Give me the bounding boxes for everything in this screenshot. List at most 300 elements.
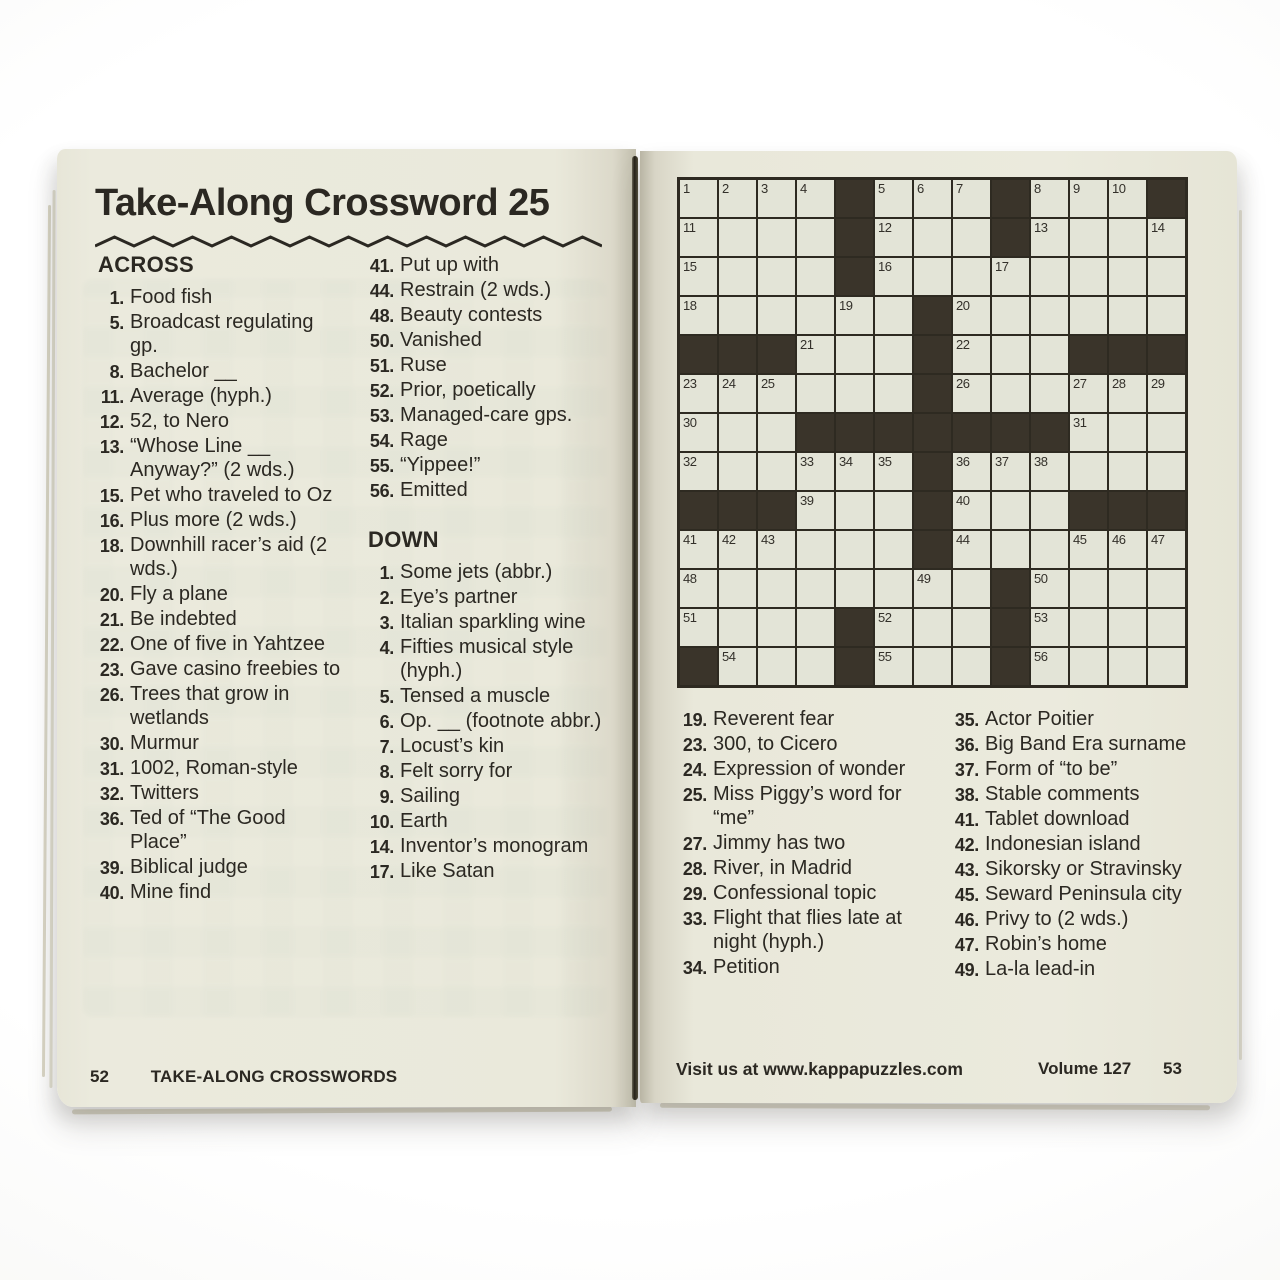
page-stack-edge: [72, 1107, 612, 1115]
clue-number: 38.: [954, 785, 979, 805]
grid-cell-black: [836, 219, 873, 256]
grid-cell: [1031, 648, 1068, 685]
clue-number: 42.: [954, 835, 979, 855]
grid-cell: [875, 336, 912, 373]
grid-cell: [758, 453, 795, 490]
clue-item: [363, 585, 609, 609]
grid-cell: [1148, 414, 1185, 451]
clue-number: 20.: [99, 585, 124, 605]
grid-cell-black: [953, 414, 990, 451]
grid-cell-black: [1031, 414, 1068, 451]
clue-number: 34.: [682, 958, 707, 978]
clue-text: Average (hyph.): [130, 385, 272, 407]
grid-cell-number: 46: [1112, 532, 1126, 547]
grid-cell: [836, 375, 873, 412]
clue-item: [93, 781, 341, 805]
grid-cell: [1031, 180, 1068, 217]
grid-cell: [1148, 258, 1185, 295]
clue-text: Privy to (2 wds.): [985, 908, 1129, 930]
clue-text: Prior, poetically: [400, 379, 536, 401]
grid-cell: [992, 375, 1029, 412]
grid-cell: [992, 453, 1029, 490]
grid-cell: [719, 180, 756, 217]
clue-number: 25.: [682, 785, 707, 805]
clue-number: 30.: [99, 734, 124, 754]
grid-cell-black: [836, 648, 873, 685]
grid-cell-black: [758, 492, 795, 529]
grid-cell: [1031, 336, 1068, 373]
clue-text: Beauty contests: [400, 304, 543, 326]
clue-item: [948, 707, 1224, 731]
clue-number: 4.: [379, 638, 394, 658]
across-clue-column: [93, 253, 341, 905]
grid-cell: [1148, 648, 1185, 685]
grid-cell: [1031, 609, 1068, 646]
grid-cell: [836, 297, 873, 334]
clue-text: Earth: [400, 810, 448, 832]
grid-cell: [1148, 219, 1185, 256]
grid-cell: [680, 531, 717, 568]
grid-cell-number: 52: [878, 610, 892, 625]
clue-number: 8.: [109, 362, 124, 382]
clue-item: [363, 809, 609, 833]
clue-number: 33.: [682, 909, 707, 929]
clue-number: 11.: [100, 387, 124, 407]
grid-cell-black: [836, 414, 873, 451]
page-title: Take-Along Crossword 25: [95, 182, 550, 224]
clue-number: 47.: [954, 935, 979, 955]
grid-cell-number: 36: [956, 454, 970, 469]
grid-cell-number: 41: [683, 532, 697, 547]
clue-text: Broadcast regulating gp.: [130, 311, 314, 357]
grid-cell: [875, 219, 912, 256]
page-stack-edge: [660, 1103, 1210, 1110]
grid-cell-black: [1109, 336, 1146, 373]
clue-number: 39.: [99, 858, 124, 878]
grid-cell: [1070, 648, 1107, 685]
clue-number: 32.: [99, 784, 124, 804]
grid-cell: [680, 297, 717, 334]
grid-cell: [797, 570, 834, 607]
clue-number: 31.: [99, 759, 124, 779]
clue-item: [93, 409, 341, 433]
grid-cell-black: [914, 492, 951, 529]
grid-cell: [1070, 609, 1107, 646]
grid-cell: [758, 414, 795, 451]
grid-cell-black: [992, 219, 1029, 256]
clue-text: Trees that grow in wetlands: [130, 683, 290, 729]
grid-cell-number: 54: [722, 649, 736, 664]
clue-number: 17.: [369, 862, 394, 882]
grid-cell: [875, 297, 912, 334]
clue-text: Ruse: [400, 354, 447, 376]
clue-item: [948, 857, 1224, 881]
grid-cell: [797, 648, 834, 685]
grid-cell: [914, 648, 951, 685]
clue-item: [363, 328, 609, 352]
clue-text: Fifties musical style (hyph.): [400, 636, 574, 682]
grid-cell-number: 9: [1073, 181, 1080, 196]
clue-number: 35.: [954, 710, 979, 730]
clue-item: [363, 378, 609, 402]
grid-cell: [1070, 414, 1107, 451]
grid-cell-black: [914, 531, 951, 568]
crossword-grid: [677, 177, 1188, 688]
clue-item: [363, 478, 609, 502]
grid-cell-number: 17: [995, 259, 1009, 274]
grid-cell-number: 6: [917, 181, 924, 196]
title-zigzag-rule: [95, 233, 602, 251]
clue-text: Seward Peninsula city: [985, 883, 1182, 905]
clue-text: Plus more (2 wds.): [130, 509, 297, 531]
grid-cell: [836, 531, 873, 568]
book-spine: [632, 156, 638, 1100]
clue-number: 36.: [954, 735, 979, 755]
grid-cell: [836, 453, 873, 490]
clue-item: [676, 782, 928, 830]
clue-item: [948, 882, 1224, 906]
clue-item: [363, 834, 609, 858]
grid-cell: [914, 609, 951, 646]
grid-cell: [680, 570, 717, 607]
grid-cell: [1148, 609, 1185, 646]
grid-cell: [914, 258, 951, 295]
clue-text: Robin’s home: [985, 933, 1107, 955]
clue-text: “Yippee!”: [400, 454, 481, 476]
page-number: 53: [1163, 1059, 1182, 1078]
clue-number: 22.: [99, 635, 124, 655]
grid-cell: [1109, 531, 1146, 568]
clue-text: La-la lead-in: [985, 958, 1096, 980]
clue-number: 21.: [99, 610, 124, 630]
grid-cell-black: [797, 414, 834, 451]
grid-cell: [836, 570, 873, 607]
right-page: [640, 151, 1237, 1103]
grid-cell: [758, 180, 795, 217]
grid-cell-number: 3: [761, 181, 768, 196]
grid-cell: [953, 492, 990, 529]
grid-cell: [992, 492, 1029, 529]
clue-text: Sailing: [400, 785, 461, 807]
grid-cell: [719, 375, 756, 412]
clue-item: [363, 278, 609, 302]
grid-cell: [797, 219, 834, 256]
clue-item: [93, 434, 341, 482]
clue-text: Ted of “The Good Place”: [130, 807, 286, 853]
clue-text: Mine find: [130, 881, 212, 903]
grid-cell-black: [992, 648, 1029, 685]
grid-cell: [719, 609, 756, 646]
clue-number: 27.: [682, 834, 707, 854]
clue-text: “Whose Line __ Anyway?” (2 wds.): [130, 435, 295, 481]
clue-number: 2.: [379, 588, 394, 608]
clue-number: 54.: [369, 431, 394, 451]
clue-text: Stable comments: [985, 783, 1140, 805]
clue-text: Italian sparkling wine: [400, 611, 586, 633]
grid-cell: [875, 375, 912, 412]
grid-cell-black: [914, 453, 951, 490]
grid-cell: [797, 258, 834, 295]
grid-cell-black: [836, 180, 873, 217]
clue-text: Downhill racer’s aid (2 wds.): [130, 534, 328, 580]
grid-cell-black: [1070, 492, 1107, 529]
grid-cell-number: 21: [800, 337, 814, 352]
grid-cell: [914, 180, 951, 217]
grid-cell: [1070, 297, 1107, 334]
clue-text: Emitted: [400, 479, 468, 501]
clue-number: 6.: [379, 712, 394, 732]
clue-text: Miss Piggy’s word for “me”: [713, 783, 902, 829]
grid-cell: [836, 336, 873, 373]
clue-number: 8.: [379, 762, 394, 782]
grid-cell-number: 56: [1034, 649, 1048, 664]
clue-text: Gave casino freebies to: [130, 658, 341, 680]
down-header: DOWN: [368, 527, 439, 552]
grid-cell-number: 33: [800, 454, 814, 469]
clue-number: 15.: [99, 486, 124, 506]
grid-cell: [797, 609, 834, 646]
clue-item: [363, 684, 609, 708]
clue-text: Felt sorry for: [400, 760, 513, 782]
clue-number: 46.: [954, 910, 979, 930]
grid-cell-number: 28: [1112, 376, 1126, 391]
clue-text: Like Satan: [400, 860, 495, 882]
grid-cell: [875, 531, 912, 568]
grid-cell: [680, 414, 717, 451]
clue-text: 52, to Nero: [130, 410, 229, 432]
grid-cell: [1070, 258, 1107, 295]
clue-item: [948, 782, 1224, 806]
grid-cell: [719, 648, 756, 685]
grid-cell-number: 30: [683, 415, 697, 430]
clue-number: 24.: [682, 760, 707, 780]
clue-item: [93, 285, 341, 309]
grid-cell: [719, 414, 756, 451]
clue-text: 300, to Cicero: [713, 733, 838, 755]
grid-cell: [953, 258, 990, 295]
grid-cell: [719, 531, 756, 568]
clue-number: 7.: [379, 737, 394, 757]
grid-cell-number: 2: [722, 181, 729, 196]
clue-number: 14.: [369, 837, 394, 857]
grid-cell: [1109, 297, 1146, 334]
clue-number: 41.: [369, 256, 394, 276]
clue-item: [363, 303, 609, 327]
grid-cell: [1031, 531, 1068, 568]
grid-cell: [1148, 531, 1185, 568]
clue-number: 41.: [954, 810, 979, 830]
grid-cell: [680, 180, 717, 217]
grid-cell-black: [836, 258, 873, 295]
grid-cell: [875, 492, 912, 529]
grid-cell: [797, 531, 834, 568]
grid-cell: [1148, 375, 1185, 412]
grid-cell: [797, 453, 834, 490]
clue-text: Locust’s kin: [400, 735, 505, 757]
grid-cell-black: [719, 336, 756, 373]
clue-item: [948, 907, 1224, 931]
across-down-clue-column: [363, 253, 609, 884]
grid-cell: [680, 375, 717, 412]
clue-number: 1.: [379, 563, 394, 583]
grid-cell: [953, 336, 990, 373]
grid-cell-number: 14: [1151, 220, 1165, 235]
clue-item: [363, 353, 609, 377]
grid-cell-number: 48: [683, 571, 697, 586]
grid-cell: [953, 180, 990, 217]
grid-cell-black: [1148, 492, 1185, 529]
grid-cell-number: 44: [956, 532, 970, 547]
grid-cell: [758, 609, 795, 646]
down-clue-list-3: [948, 707, 1224, 981]
grid-cell: [1109, 258, 1146, 295]
clue-item: [93, 731, 341, 755]
clue-number: 28.: [682, 859, 707, 879]
clue-item: [93, 310, 341, 358]
grid-cell: [719, 219, 756, 256]
grid-cell-number: 10: [1112, 181, 1126, 196]
clue-number: 50.: [369, 331, 394, 351]
grid-cell: [758, 375, 795, 412]
grid-cell: [1031, 492, 1068, 529]
grid-cell: [719, 258, 756, 295]
clue-item: [948, 957, 1224, 981]
grid-cell: [758, 531, 795, 568]
clue-item: [948, 807, 1224, 831]
down-clue-list-2: [676, 707, 928, 979]
grid-cell-black: [680, 492, 717, 529]
grid-cell-number: 15: [683, 259, 697, 274]
grid-cell: [1070, 219, 1107, 256]
clue-item: [93, 632, 341, 656]
grid-cell-number: 40: [956, 493, 970, 508]
grid-cell-black: [992, 570, 1029, 607]
grid-cell-number: 43: [761, 532, 775, 547]
clue-text: Pet who traveled to Oz: [130, 484, 333, 506]
grid-cell: [1031, 570, 1068, 607]
clue-number: 44.: [369, 281, 394, 301]
grid-cell-number: 8: [1034, 181, 1041, 196]
grid-cell: [758, 219, 795, 256]
grid-cell-number: 7: [956, 181, 963, 196]
grid-cell-black: [914, 414, 951, 451]
clue-item: [363, 453, 609, 477]
grid-cell-black: [1070, 336, 1107, 373]
clue-item: [93, 657, 341, 681]
clue-text: Confessional topic: [713, 882, 877, 904]
clue-text: Petition: [713, 956, 780, 978]
grid-cell: [953, 453, 990, 490]
clue-item: [676, 955, 928, 979]
down-clue-column-continued-1: [676, 707, 928, 980]
grid-cell: [758, 297, 795, 334]
grid-cell-black: [992, 414, 1029, 451]
clue-item: [363, 610, 609, 634]
clue-text: Food fish: [130, 286, 213, 308]
clue-item: [363, 784, 609, 808]
grid-cell-number: 20: [956, 298, 970, 313]
clue-number: 51.: [369, 356, 394, 376]
clue-item: [93, 855, 341, 879]
clue-text: Op. __ (footnote abbr.): [400, 710, 602, 732]
grid-cell: [1070, 531, 1107, 568]
grid-cell-number: 5: [878, 181, 885, 196]
grid-cell-number: 13: [1034, 220, 1048, 235]
grid-cell: [797, 336, 834, 373]
grid-cell: [992, 531, 1029, 568]
book-title-footer: TAKE-ALONG CROSSWORDS: [150, 1067, 398, 1086]
clue-number: 43.: [954, 860, 979, 880]
across-header: ACROSS: [98, 252, 194, 277]
clue-text: Flight that flies late at night (hyph.): [713, 907, 902, 953]
down-clue-column-continued-2: [948, 707, 1224, 982]
grid-cell-number: 35: [878, 454, 892, 469]
clue-number: 36.: [99, 809, 124, 829]
grid-cell-number: 51: [683, 610, 697, 625]
clue-item: [363, 403, 609, 427]
grid-cell: [1109, 453, 1146, 490]
grid-cell: [875, 453, 912, 490]
clue-text: Put up with: [400, 254, 499, 276]
grid-cell-number: 4: [800, 181, 807, 196]
grid-cell-number: 39: [800, 493, 814, 508]
grid-cell: [719, 453, 756, 490]
clue-text: Indonesian island: [985, 833, 1141, 855]
clue-text: Twitters: [130, 782, 199, 804]
clue-text: Vanished: [400, 329, 482, 351]
clue-number: 29.: [682, 884, 707, 904]
clue-number: 5.: [109, 313, 124, 333]
clue-item: [676, 757, 928, 781]
clue-number: 48.: [369, 306, 394, 326]
page-stack-edge: [1239, 210, 1242, 1060]
grid-cell: [836, 492, 873, 529]
grid-cell: [875, 258, 912, 295]
clue-item: [363, 253, 609, 277]
grid-cell-number: 12: [878, 220, 892, 235]
grid-cell: [992, 297, 1029, 334]
clue-text: Biblical judge: [130, 856, 248, 878]
grid-cell-black: [1148, 336, 1185, 373]
grid-cell: [680, 609, 717, 646]
grid-cell: [875, 180, 912, 217]
down-clue-list-1: [363, 560, 609, 883]
clue-item: [93, 880, 341, 904]
grid-cell: [1031, 219, 1068, 256]
grid-cell: [1070, 570, 1107, 607]
grid-cell: [1148, 453, 1185, 490]
clue-number: 16.: [99, 511, 124, 531]
clue-item: [93, 682, 341, 730]
grid-cell: [1070, 453, 1107, 490]
grid-cell: [680, 258, 717, 295]
grid-cell: [1109, 648, 1146, 685]
clue-item: [363, 859, 609, 883]
grid-cell: [953, 648, 990, 685]
clue-number: 23.: [99, 660, 124, 680]
clue-text: Managed-care gps.: [400, 404, 573, 426]
grid-cell-number: 47: [1151, 532, 1165, 547]
clue-text: Form of “to be”: [985, 758, 1118, 780]
grid-cell-black: [680, 648, 717, 685]
grid-cell-black: [680, 336, 717, 373]
grid-cell: [719, 570, 756, 607]
grid-cell: [1109, 219, 1146, 256]
grid-cell-number: 38: [1034, 454, 1048, 469]
clue-item: [676, 732, 928, 756]
clue-text: Reverent fear: [713, 708, 835, 730]
clue-number: 52.: [369, 381, 394, 401]
